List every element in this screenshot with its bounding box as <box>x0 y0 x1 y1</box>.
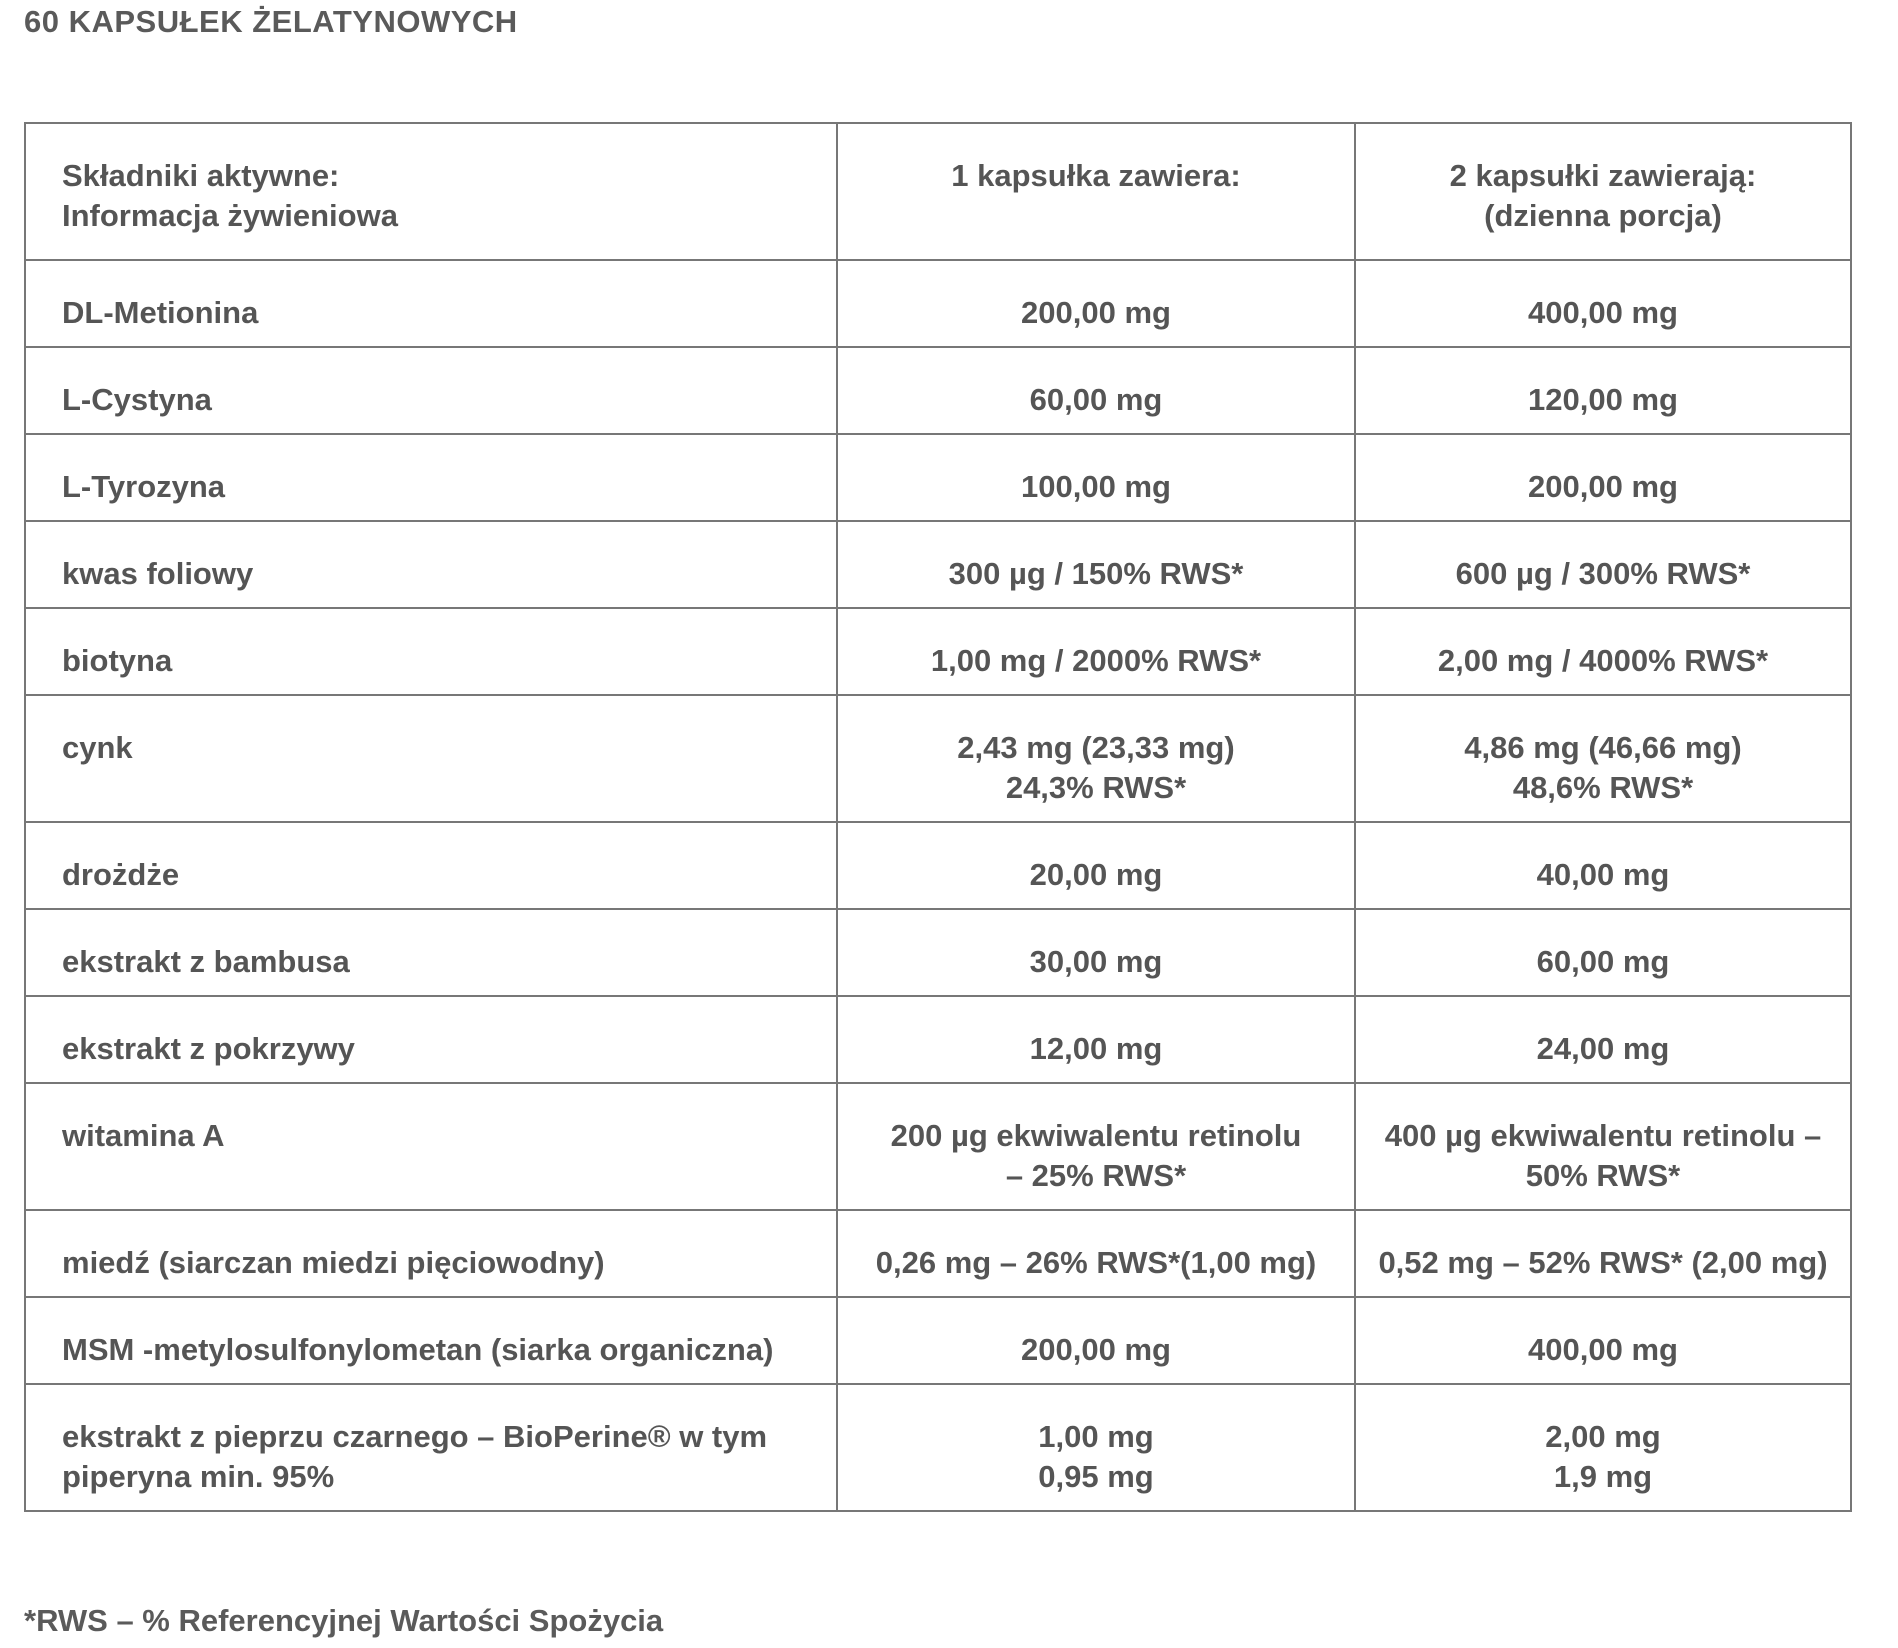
two-capsules-value-line: 0,52 mg – 52% RWS* (2,00 mg) <box>1378 1245 1828 1280</box>
header-one-capsule <box>837 123 1355 260</box>
one-capsule-value-line: 200 µg ekwiwalentu retinolu <box>890 1118 1302 1153</box>
product-heading: 60 KAPSUŁEK ŻELATYNOWYCH <box>24 4 518 39</box>
table-row <box>25 909 1851 996</box>
ingredient-name <box>25 1083 837 1210</box>
two-capsules-value <box>1355 909 1851 996</box>
ingredient-name <box>25 434 837 521</box>
ingredient-name-line: drożdże <box>62 857 180 892</box>
one-capsule-value <box>837 260 1355 347</box>
table-row <box>25 347 1851 434</box>
two-capsules-value-line: 24,00 mg <box>1536 1031 1670 1066</box>
one-capsule-value-line: 200,00 mg <box>1021 295 1171 330</box>
ingredient-name-line: piperyna min. 95% <box>62 1459 335 1494</box>
one-capsule-value-line: 12,00 mg <box>1029 1031 1163 1066</box>
table-row <box>25 1384 1851 1511</box>
ingredient-name-line: DL-Metionina <box>62 295 259 330</box>
one-capsule-value <box>837 347 1355 434</box>
one-capsule-value <box>837 695 1355 822</box>
two-capsules-value <box>1355 996 1851 1083</box>
two-capsules-value <box>1355 434 1851 521</box>
two-capsules-value <box>1355 695 1851 822</box>
header-ingredients-line: Informacja żywieniowa <box>62 198 398 233</box>
two-capsules-value <box>1355 1210 1851 1297</box>
ingredient-name-line: kwas foliowy <box>62 556 254 591</box>
one-capsule-value <box>837 1384 1355 1511</box>
one-capsule-value <box>837 1210 1355 1297</box>
two-capsules-value <box>1355 1083 1851 1210</box>
header-ingredients <box>25 123 837 260</box>
one-capsule-value-line: 2,43 mg (23,33 mg) <box>957 730 1235 765</box>
two-capsules-value <box>1355 521 1851 608</box>
ingredient-name <box>25 1297 837 1384</box>
one-capsule-value <box>837 822 1355 909</box>
header-one-capsule-line: 1 kapsułka zawiera: <box>951 158 1241 193</box>
two-capsules-value <box>1355 347 1851 434</box>
table-row <box>25 434 1851 521</box>
two-capsules-value-line: 600 µg / 300% RWS* <box>1455 556 1751 591</box>
two-capsules-value-line: 1,9 mg <box>1553 1459 1653 1494</box>
ingredient-name <box>25 608 837 695</box>
two-capsules-value-line: 120,00 mg <box>1528 382 1678 417</box>
ingredient-name-line: miedź (siarczan miedzi pięciowodny) <box>62 1245 605 1280</box>
two-capsules-value-line: 4,86 mg (46,66 mg) <box>1464 730 1742 765</box>
table-row <box>25 608 1851 695</box>
one-capsule-value-line: 0,95 mg <box>1038 1459 1154 1494</box>
ingredient-name-line: ekstrakt z bambusa <box>62 944 350 979</box>
ingredient-name-line: MSM -metylosulfonylometan (siarka organiczna) <box>62 1332 774 1367</box>
one-capsule-value-line: 24,3% RWS* <box>1005 770 1187 805</box>
table-row <box>25 695 1851 822</box>
one-capsule-value <box>837 521 1355 608</box>
header-two-capsules-line: 2 kapsułki zawierają: <box>1449 158 1757 193</box>
ingredient-name-line: L-Tyrozyna <box>62 469 226 504</box>
table-row <box>25 521 1851 608</box>
two-capsules-value-line: 400,00 mg <box>1528 295 1678 330</box>
footnote: *RWS – % Referencyjnej Wartości Spożycia <box>24 1603 664 1638</box>
two-capsules-value <box>1355 260 1851 347</box>
table-row <box>25 822 1851 909</box>
one-capsule-value <box>837 1083 1355 1210</box>
header-two-capsules <box>1355 123 1851 260</box>
ingredient-name-line: cynk <box>62 730 133 765</box>
ingredient-name-line: L-Cystyna <box>62 382 212 417</box>
one-capsule-value <box>837 996 1355 1083</box>
two-capsules-value-line: 400,00 mg <box>1528 1332 1678 1367</box>
ingredient-name <box>25 260 837 347</box>
ingredient-name-line: witamina A <box>62 1118 225 1153</box>
ingredient-name-line: ekstrakt z pieprzu czarnego – BioPerine® w tym <box>62 1419 768 1454</box>
ingredient-name <box>25 996 837 1083</box>
ingredient-name <box>25 695 837 822</box>
table-header-row <box>25 123 1851 260</box>
two-capsules-value-line: 50% RWS* <box>1525 1158 1681 1193</box>
table-row <box>25 996 1851 1083</box>
one-capsule-value-line: 60,00 mg <box>1029 382 1163 417</box>
ingredient-name <box>25 909 837 996</box>
ingredient-name <box>25 521 837 608</box>
table-row <box>25 1083 1851 1210</box>
ingredient-name <box>25 347 837 434</box>
nutrition-table <box>24 122 1852 1512</box>
one-capsule-value <box>837 434 1355 521</box>
two-capsules-value-line: 2,00 mg <box>1545 1419 1661 1454</box>
one-capsule-value <box>837 1297 1355 1384</box>
two-capsules-value-line: 2,00 mg / 4000% RWS* <box>1437 643 1769 678</box>
header-ingredients-line: Składniki aktywne: <box>62 158 340 193</box>
one-capsule-value-line: 1,00 mg / 2000% RWS* <box>930 643 1262 678</box>
ingredient-name <box>25 822 837 909</box>
two-capsules-value <box>1355 608 1851 695</box>
one-capsule-value-line: – 25% RWS* <box>1005 1158 1187 1193</box>
ingredient-name <box>25 1384 837 1511</box>
one-capsule-value-line: 20,00 mg <box>1029 857 1163 892</box>
one-capsule-value-line: 100,00 mg <box>1021 469 1171 504</box>
two-capsules-value-line: 60,00 mg <box>1536 944 1670 979</box>
header-two-capsules-line: (dzienna porcja) <box>1484 198 1722 233</box>
two-capsules-value-line: 48,6% RWS* <box>1512 770 1694 805</box>
ingredient-name <box>25 1210 837 1297</box>
ingredient-name-line: biotyna <box>62 643 173 678</box>
table-row <box>25 260 1851 347</box>
one-capsule-value-line: 200,00 mg <box>1021 1332 1171 1367</box>
ingredient-name-line: ekstrakt z pokrzywy <box>62 1031 355 1066</box>
table-row <box>25 1210 1851 1297</box>
one-capsule-value-line: 30,00 mg <box>1029 944 1163 979</box>
two-capsules-value-line: 40,00 mg <box>1536 857 1670 892</box>
one-capsule-value <box>837 909 1355 996</box>
two-capsules-value <box>1355 1297 1851 1384</box>
two-capsules-value-line: 400 µg ekwiwalentu retinolu – <box>1384 1118 1822 1153</box>
two-capsules-value-line: 200,00 mg <box>1528 469 1678 504</box>
table-row <box>25 1297 1851 1384</box>
one-capsule-value-line: 300 µg / 150% RWS* <box>948 556 1244 591</box>
one-capsule-value-line: 0,26 mg – 26% RWS*(1,00 mg) <box>875 1245 1317 1280</box>
two-capsules-value <box>1355 1384 1851 1511</box>
one-capsule-value <box>837 608 1355 695</box>
two-capsules-value <box>1355 822 1851 909</box>
one-capsule-value-line: 1,00 mg <box>1038 1419 1154 1454</box>
